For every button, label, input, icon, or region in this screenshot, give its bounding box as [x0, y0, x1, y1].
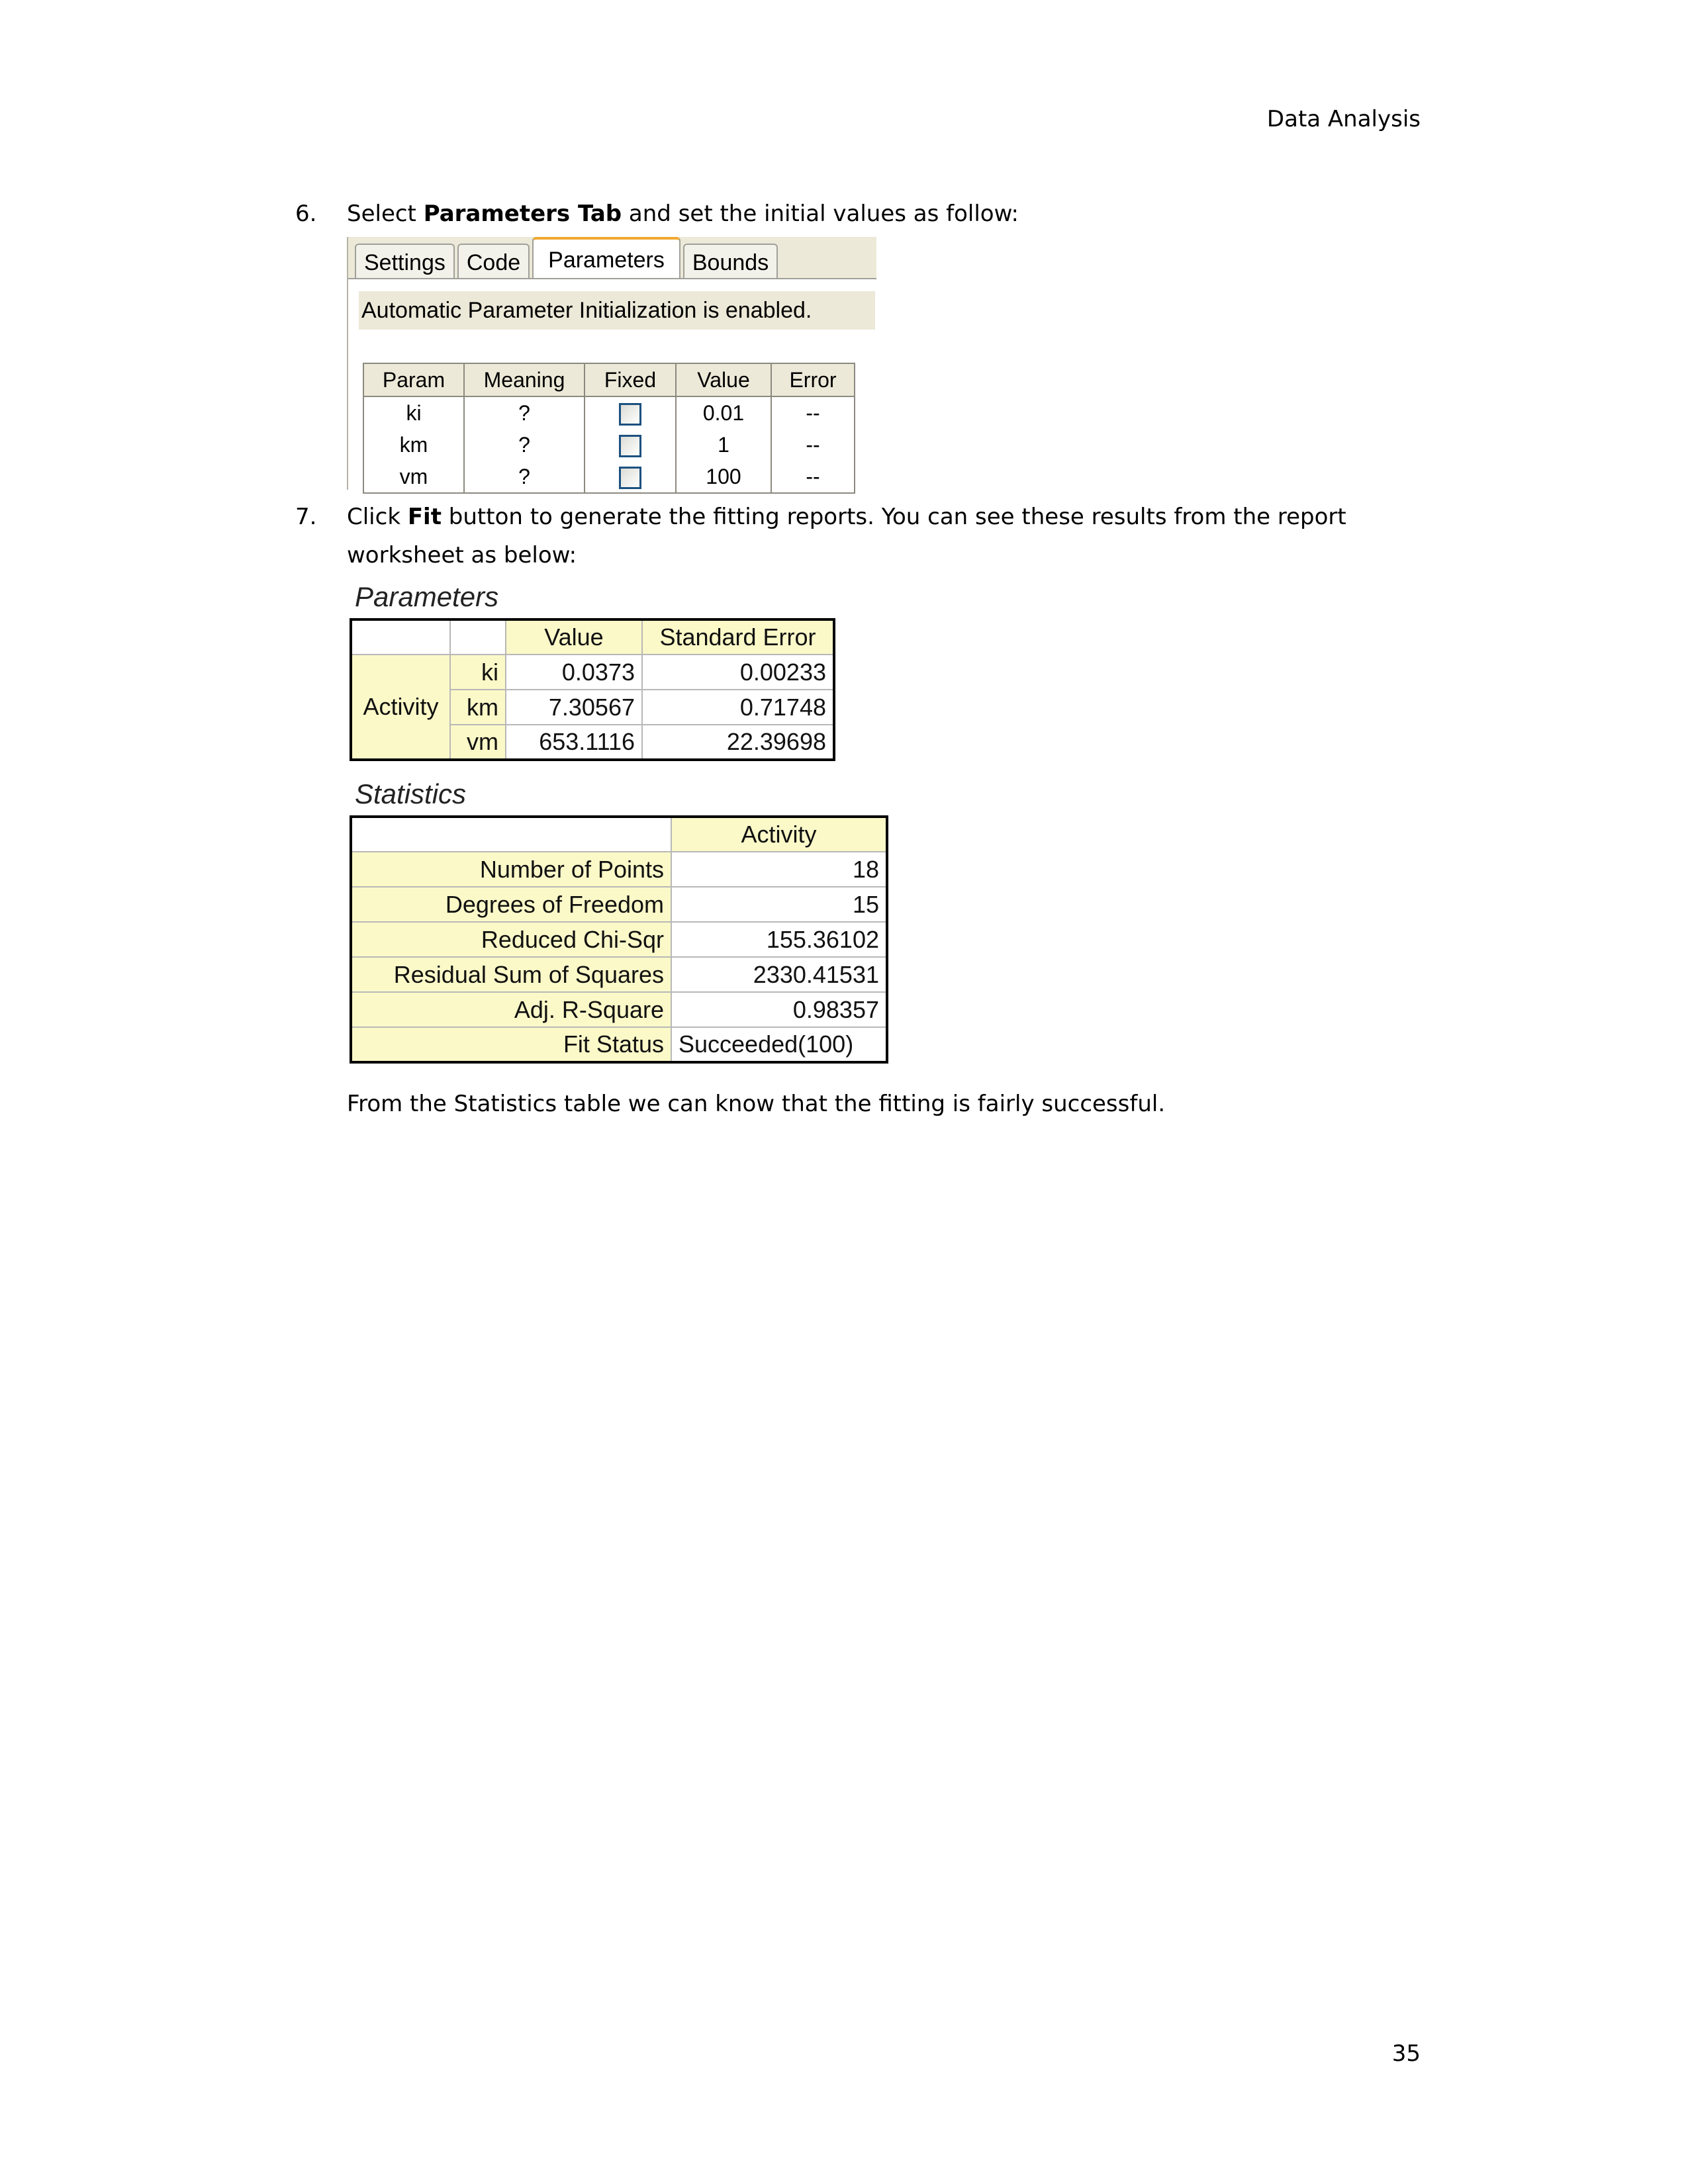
param-meaning[interactable]: ? [464, 461, 585, 493]
tab-bar [355, 240, 780, 281]
param-name: vm [450, 725, 506, 760]
param-row [363, 396, 855, 429]
col-fixed[interactable]: Fixed [585, 363, 676, 396]
tab-bounds[interactable]: Bounds [683, 244, 778, 281]
stat-value: Succeeded(100) [671, 1027, 887, 1062]
param-fixed [585, 461, 676, 493]
step-text: Click Fit button to generate the fitting reports. You can see these results from the report worksheet as below: [347, 504, 1346, 569]
statistics-title: Statistics [355, 778, 467, 809]
param-value[interactable]: 1 [676, 429, 771, 461]
stat-label: Adj. R-Square [351, 992, 671, 1027]
param-meaning[interactable]: ? [464, 429, 585, 461]
tab-parameters[interactable]: Parameters [532, 237, 680, 281]
param-name: km [363, 429, 464, 461]
tab-settings[interactable]: Settings [355, 244, 455, 281]
stat-label: Residual Sum of Squares [351, 957, 671, 992]
running-header: Data Analysis [1266, 106, 1421, 132]
col-meaning[interactable]: Meaning [464, 363, 585, 396]
stat-label: Degrees of Freedom [351, 887, 671, 922]
statistics-table [350, 815, 888, 1064]
blank-cell [351, 817, 671, 852]
col-error[interactable]: Error [771, 363, 855, 396]
closing-paragraph: From the Statistics table we can know that the fitting is fairly successful. [347, 1091, 1166, 1117]
param-name: ki [450, 655, 506, 690]
stat-label: Number of Points [351, 852, 671, 887]
parameters-dialog [347, 237, 876, 490]
stat-value: 0.98357 [671, 992, 887, 1027]
blank-cell [450, 619, 506, 655]
param-error: 0.71748 [642, 690, 834, 725]
param-error: -- [771, 396, 855, 429]
col-param[interactable]: Param [363, 363, 464, 396]
step-number: 6. [295, 201, 317, 227]
param-error: -- [771, 461, 855, 493]
stat-value: 15 [671, 887, 887, 922]
col-error-header: Standard Error [642, 619, 834, 655]
param-error: 22.39698 [642, 725, 834, 760]
param-value[interactable]: 100 [676, 461, 771, 493]
stat-value: 2330.41531 [671, 957, 887, 992]
stat-label: Reduced Chi-Sqr [351, 922, 671, 957]
stat-value: 18 [671, 852, 887, 887]
param-fixed [585, 429, 676, 461]
group-label: Activity [351, 655, 450, 760]
parameters-table [350, 618, 835, 761]
fixed-checkbox[interactable] [619, 403, 641, 426]
tab-code[interactable]: Code [457, 244, 530, 281]
param-error: 0.00233 [642, 655, 834, 690]
param-row [363, 461, 855, 493]
col-value-header: Value [506, 619, 642, 655]
param-value[interactable]: 0.01 [676, 396, 771, 429]
parameter-grid [363, 363, 855, 494]
param-name: km [450, 690, 506, 725]
col-activity-header: Activity [671, 817, 887, 852]
stat-value: 155.36102 [671, 922, 887, 957]
param-meaning[interactable]: ? [464, 396, 585, 429]
auto-init-notice: Automatic Parameter Initialization is enabled. [359, 291, 875, 330]
param-value: 653.1116 [506, 725, 642, 760]
blank-cell [351, 619, 450, 655]
fixed-checkbox[interactable] [619, 435, 641, 457]
page-number: 35 [1391, 2040, 1421, 2067]
col-value[interactable]: Value [676, 363, 771, 396]
param-fixed [585, 396, 676, 429]
param-row [363, 429, 855, 461]
param-value: 7.30567 [506, 690, 642, 725]
stat-label: Fit Status [351, 1027, 671, 1062]
step-number: 7. [295, 504, 317, 530]
param-error: -- [771, 429, 855, 461]
param-value: 0.0373 [506, 655, 642, 690]
param-name: ki [363, 396, 464, 429]
step-text: Select Parameters Tab and set the initial values as follow: [347, 201, 1019, 227]
parameters-title: Parameters [355, 581, 499, 612]
param-name: vm [363, 461, 464, 493]
fixed-checkbox[interactable] [619, 467, 641, 489]
tab-panel [348, 278, 876, 491]
